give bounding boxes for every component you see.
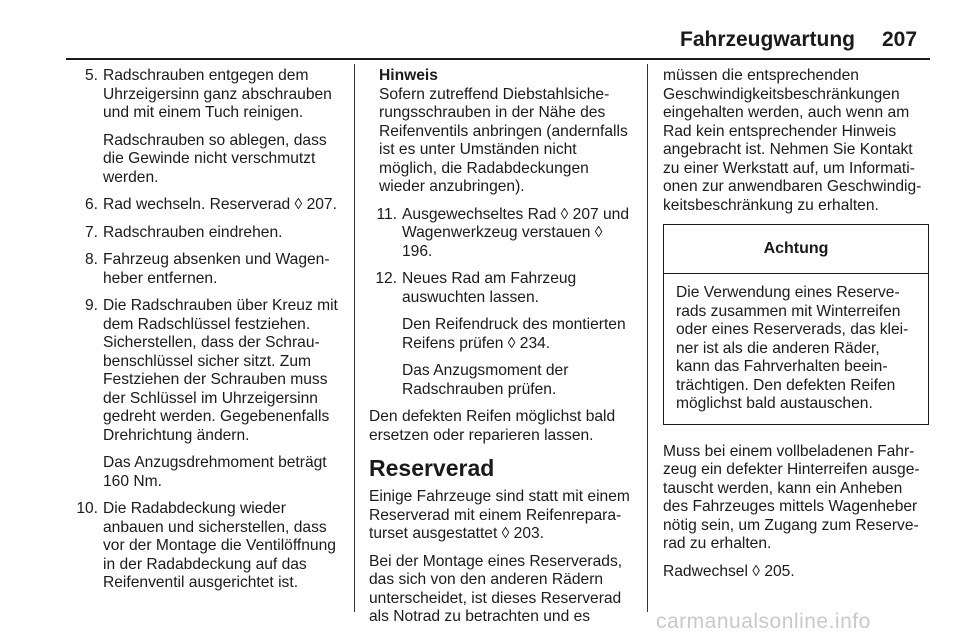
list-text: Die Radabdeckung wieder anbauen und sicherstellen, dass vor der Montage die Ventilöffnung in der Radabdeckung auf das Reifenventil ausgerichtet ist. <box>103 500 336 591</box>
list-text: Radschrauben so ablegen, dass die Gewinde nicht verschmutzt werden. <box>103 131 327 186</box>
list-text: Radschrauben eindrehen. <box>103 223 283 241</box>
paragraph: Den defekten Reifen möglichst bald ersetzen oder reparieren lassen. <box>369 408 616 444</box>
list-item <box>70 196 344 215</box>
list-text: Fahrzeug absenken und Wagen- heber entfernen. <box>103 251 330 287</box>
paragraph: Bei der Montage eines Reserverads, das sich von den anderen Rädern unterscheidet, ist dieses Reserverad als Notrad zu betrachten und es <box>369 552 623 625</box>
list-item <box>70 500 344 593</box>
list-item <box>70 251 344 288</box>
paragraph: Einige Fahrzeuge sind statt mit einem Reserverad mit einem Reifenrepara- turset ausgestattet ◊ 203. <box>369 488 630 542</box>
list-number: 7. <box>84 223 98 241</box>
list-number: 9. <box>84 297 98 314</box>
header-rule <box>66 58 930 60</box>
column-divider-2 <box>647 64 648 612</box>
page-header-title: Fahrzeugwartung <box>680 28 856 51</box>
list-item <box>369 270 635 399</box>
page-number: 207 <box>882 28 918 51</box>
list-item <box>70 67 344 187</box>
warning-title: Achtung <box>664 225 928 274</box>
list-text: Das Anzugsdrehmoment beträgt 160 Nm. <box>103 454 327 490</box>
column-divider-1 <box>354 64 355 612</box>
column-1 <box>70 67 344 602</box>
list-number: 11. <box>376 205 397 223</box>
list-text: Das Anzugsmoment der Radschrauben prüfen. <box>402 362 569 398</box>
list-number: 8. <box>84 251 98 268</box>
note-text: Sofern zutreffend Diebstahlsiche- rungsschrauben in der Nähe des Reifenventils anbringen (andernfalls ist es unter Umständen nicht möglich, die Radabdeckungen wieder anzubringen). <box>379 85 628 195</box>
list-text: Radschrauben entgegen dem Uhrzeigersinn ganz abschrauben und mit einem Tuch reinigen. <box>103 67 332 121</box>
list-number: 12. <box>375 270 397 287</box>
note-title: Hinweis <box>379 67 438 84</box>
paragraph: Muss bei einem vollbeladenen Fahr- zeug ein defekter Hinterreifen ausge- tauscht werden, kann ein Anheben des Fahrzeuges mittels Wagenheber nötig sein, um Zugang zum Reserve- rad zu erhalten. <box>663 442 920 552</box>
list-item <box>70 297 344 491</box>
list-number: 6. <box>84 196 98 213</box>
list-item <box>70 224 344 243</box>
list-text: Die Radschrauben über Kreuz mit dem Radschlüssel festziehen. Sicherstellen, dass der Schrau- benschlüssel sicher sitzt. Zum Festziehen der Schrauben muss der Schlüssel im Uhrzeigersinn gedreht werden. Gegebenenfalls Drehrichtung ändern. <box>103 297 338 444</box>
list-text: Ausgewechseltes Rad ◊ 207 und Wagenwerkzeug verstauen ◊ 196. <box>402 205 630 260</box>
list-text: Neues Rad am Fahrzeug auswuchten lassen. <box>402 270 577 306</box>
warning-box <box>663 224 929 425</box>
list-item <box>369 206 635 262</box>
note-block <box>369 67 635 197</box>
column-2 <box>369 67 635 636</box>
watermark: carmanualsonline.info <box>656 610 871 633</box>
list-text: Den Reifendruck des montierten Reifens prüfen ◊ 234. <box>402 316 626 352</box>
paragraph: müssen die entsprechenden Geschwindigkeitsbeschränkungen eingehalten werden, auch wenn am Rad kein entsprechender Hinweis angebracht ist. Nehmen Sie Kontakt zu einer Werkstatt auf, um Informati- onen zur anwendbaren Geschwindig- keitsbeschränkung zu erhalten. <box>663 67 922 214</box>
section-heading: Reserverad <box>369 455 495 481</box>
warning-text: Die Verwendung eines Reserve- rads zusammen mit Winterreifen oder eines Reserverads, das klei- ner ist als die anderen Räder, kann das Fahrverhalten beein- trächtigen. Den defekten Reifen möglichst bald austauschen. <box>676 284 909 412</box>
list-text: Rad wechseln. Reserverad ◊ 207. <box>103 196 337 213</box>
list-number: 5. <box>84 67 98 84</box>
paragraph: Radwechsel ◊ 205. <box>663 562 795 580</box>
list-number: 10. <box>76 500 98 517</box>
column-3 <box>663 67 929 590</box>
